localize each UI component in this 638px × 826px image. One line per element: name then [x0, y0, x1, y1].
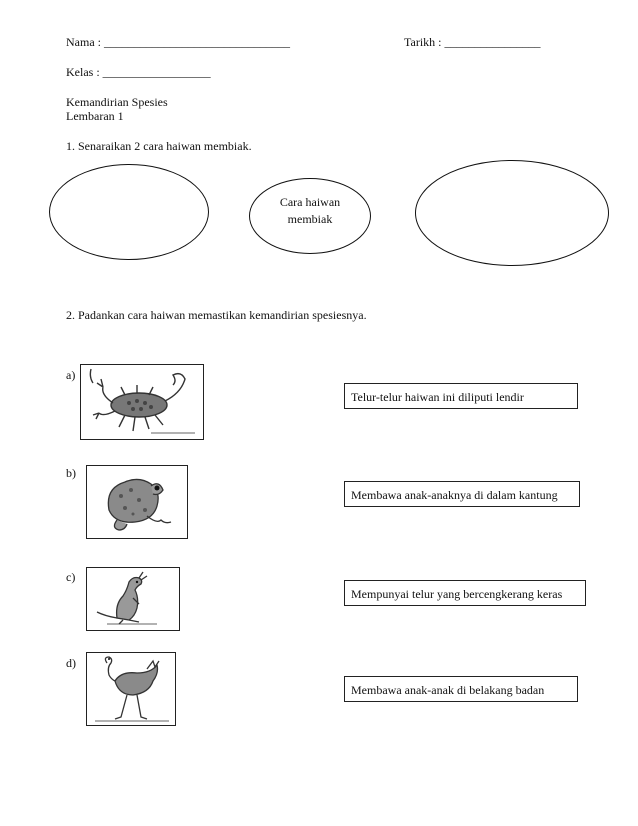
- tarikh-field[interactable]: Tarikh : ________________: [404, 35, 541, 49]
- frog-icon: [87, 466, 187, 538]
- nama-field[interactable]: Nama : _______________________________: [66, 35, 290, 49]
- center-oval: [249, 178, 371, 254]
- answer-oval-right[interactable]: [415, 160, 609, 266]
- option-box-3[interactable]: Mempunyai telur yang bercengkerang keras: [344, 580, 586, 606]
- item-c-label: c): [66, 570, 76, 584]
- item-a-picture: [80, 364, 204, 440]
- question-1-text: 1. Senaraikan 2 cara haiwan membiak.: [66, 139, 252, 153]
- center-oval-line-1: Cara haiwan: [279, 195, 341, 209]
- item-d-label: d): [66, 656, 76, 670]
- worksheet-subtitle: Lembaran 1: [66, 109, 124, 123]
- item-b-label: b): [66, 466, 76, 480]
- worksheet-title: Kemandirian Spesies: [66, 95, 168, 109]
- item-d-picture: [86, 652, 176, 726]
- item-a-label: a): [66, 368, 76, 382]
- item-b-picture: [86, 465, 188, 539]
- option-box-2[interactable]: Membawa anak-anaknya di dalam kantung: [344, 481, 580, 507]
- option-box-1[interactable]: Telur-telur haiwan ini diliputi lendir: [344, 383, 578, 409]
- scorpion-icon: [81, 365, 203, 439]
- ostrich-icon: [87, 653, 175, 725]
- question-2-text: 2. Padankan cara haiwan memastikan kemandirian spesiesnya.: [66, 308, 367, 322]
- answer-oval-left[interactable]: [49, 164, 209, 260]
- kangaroo-icon: [87, 568, 179, 630]
- kelas-field[interactable]: Kelas : __________________: [66, 65, 211, 79]
- center-oval-line-2: membiak: [287, 212, 333, 226]
- item-c-picture: [86, 567, 180, 631]
- option-box-4[interactable]: Membawa anak-anak di belakang badan: [344, 676, 578, 702]
